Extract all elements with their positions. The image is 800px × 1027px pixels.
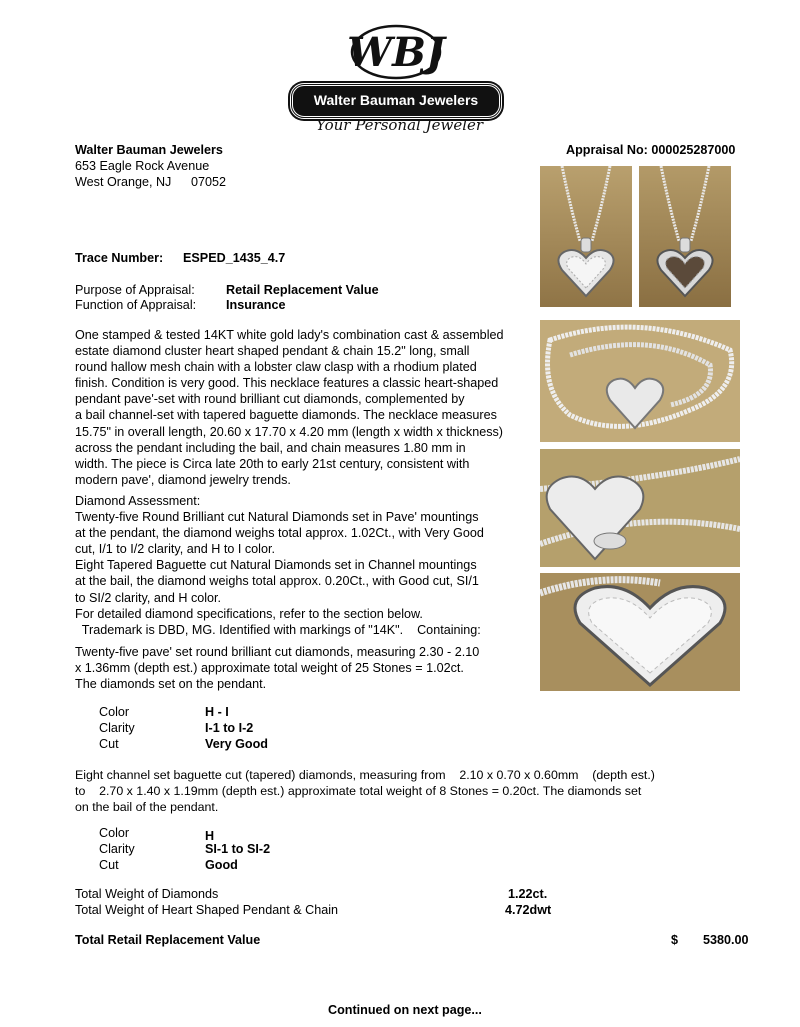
monogram-text: WBJ xyxy=(347,29,445,76)
function-label: Function of Appraisal: xyxy=(75,298,197,312)
trace-label: Trace Number: xyxy=(75,251,164,265)
city-state: West Orange, NJ xyxy=(75,175,172,189)
group2-color-label: Color xyxy=(99,826,130,840)
photo-clasp-detail xyxy=(540,449,740,567)
diamond-assessment: Diamond Assessment: Twenty-five Round Brilliant cut Natural Diamonds set in Pave' mountings at the pendant, the diamond weighs total approx. 1.02Ct., with Very Good cut, I/1 to I/2 clarity, and H to I color. Eight Tapered Baguette cut Natural Diamonds set in Channel mountings at the bail, the diamond weighs total approx. 0.20Ct., with Good cut, SI/1 to SI/2 clarity, and H color. For detailed diamond specifications, refer to the section below. Trademark is DBD, MG. Identified with markings of "14K". Containing: xyxy=(75,494,484,637)
appraisal-number: Appraisal No: 000025287000 xyxy=(566,143,736,157)
photo-pendant-back xyxy=(639,166,731,307)
group1-color-label: Color xyxy=(99,705,130,719)
group2-clarity-value: SI-1 to SI-2 xyxy=(205,842,271,856)
photo-necklace-coiled xyxy=(540,320,740,442)
photo-pendant-front xyxy=(540,166,632,307)
currency-symbol: $ xyxy=(671,933,679,947)
purpose-label: Purpose of Appraisal: xyxy=(75,283,195,297)
trace-value: ESPED_1435_4.7 xyxy=(183,251,286,265)
group1-color-value: H - I xyxy=(205,705,229,719)
retail-value-label: Total Retail Replacement Value xyxy=(75,933,261,947)
logo-banner xyxy=(290,83,502,119)
logo-name: Walter Bauman Jewelers xyxy=(313,92,479,108)
group2-color-value: H xyxy=(205,829,215,843)
continued-note: Continued on next page... xyxy=(328,1003,482,1017)
group1-description: Twenty-five pave' set round brilliant cut diamonds, measuring 2.30 - 2.10 x 1.36mm (depth est.) approximate total weight of 25 Stones = 1.02ct. The diamonds set on the pendant. xyxy=(75,645,480,692)
total-piece-label: Total Weight of Heart Shaped Pendant & Chain xyxy=(75,903,339,917)
retail-value-amount: 5380.00 xyxy=(703,933,749,947)
group1-cut-value: Very Good xyxy=(205,737,268,751)
group1-clarity-label: Clarity xyxy=(99,721,135,735)
purpose-value: Retail Replacement Value xyxy=(226,283,379,297)
group2-cut-value: Good xyxy=(205,858,238,872)
group1-cut-label: Cut xyxy=(99,737,119,751)
zip-code: 07052 xyxy=(191,175,227,189)
company-name: Walter Bauman Jewelers xyxy=(75,143,223,157)
total-piece-value: 4.72dwt xyxy=(505,903,552,917)
photo-pave-closeup xyxy=(540,573,740,691)
function-value: Insurance xyxy=(226,298,286,312)
address-line: 653 Eagle Rock Avenue xyxy=(75,159,210,173)
group2-description: Eight channel set baguette cut (tapered) diamonds, measuring from 2.10 x 0.70 x 0.60mm (depth est.) to 2.70 x 1.40 x 1.19mm (depth est.) approximate total weight of 8 Stones = 0.20ct. The diamonds set on the bail of the pendant. xyxy=(75,768,655,815)
total-diamonds-label: Total Weight of Diamonds xyxy=(75,887,219,901)
item-description: One stamped & tested 14KT white gold lady's combination cast & assembled estate diamond cluster heart shaped pendant & chain 15.2" long, small round hallow mesh chain with a lobster claw clasp with a rhodium plated finish. Condition is very good. This necklace features a classic heart-shaped pendant pave'-set with round brilliant cut diamonds, complemented by a bail channel-set with tapered baguette diamonds. The necklace measures 15.75" in overall length, 20.60 x 17.70 x 4.20 mm (length x width x thickness) across the pendant including the bail, and chain measures 1.80 mm in width. The piece is Circa late 20th to early 21st century, consistent with modern pave', diamond jewelry trends. xyxy=(75,328,504,487)
logo-tagline: Your Personal Jeweler xyxy=(316,116,484,134)
group2-clarity-label: Clarity xyxy=(99,842,135,856)
group1-clarity-value: I-1 to I-2 xyxy=(205,721,254,735)
total-diamonds-value: 1.22ct. xyxy=(508,887,548,901)
group2-cut-label: Cut xyxy=(99,858,119,872)
wbj-monogram xyxy=(330,18,460,82)
